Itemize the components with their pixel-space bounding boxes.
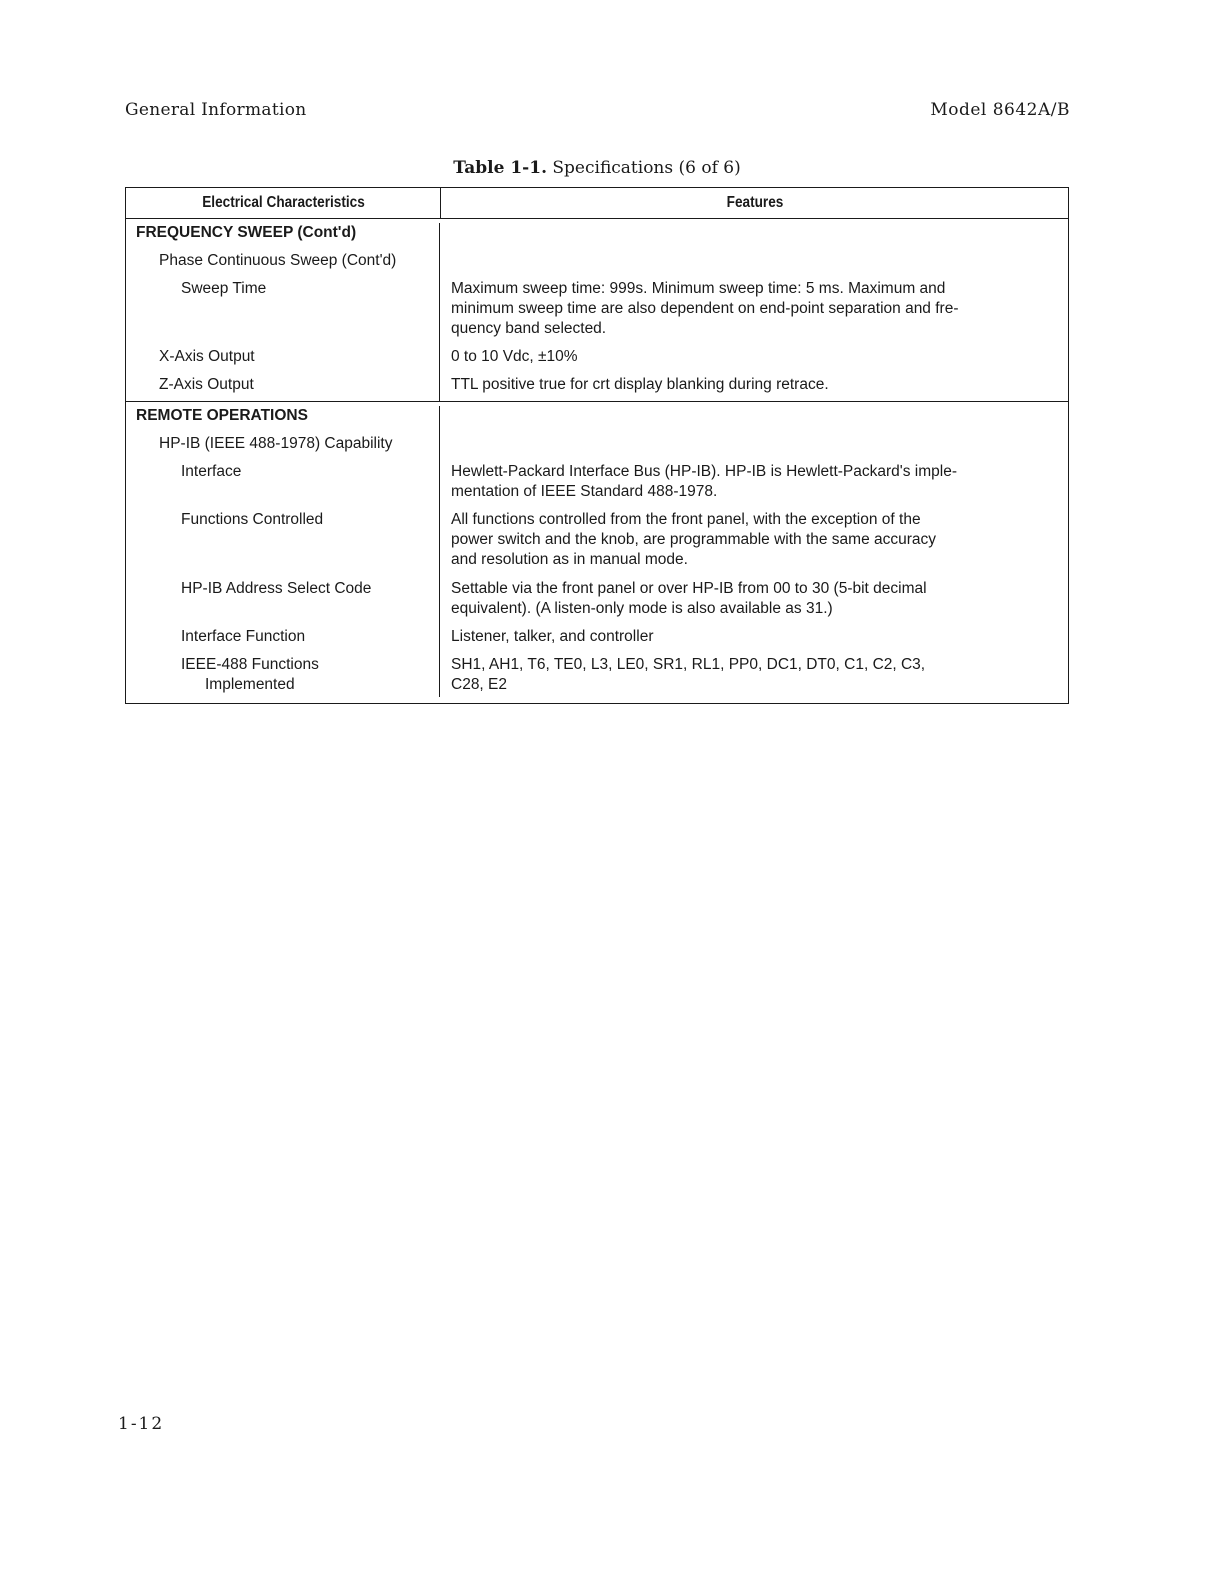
row-label: IEEE-488 Functions Implemented xyxy=(126,655,440,697)
column-header-characteristics: Electrical Characteristics xyxy=(149,188,417,219)
row-value: Settable via the front panel or over HP-IB from 00 to 30 (5-bit decimal equivalent). (A listen-only mode is also available as 31.) xyxy=(451,580,927,617)
table-row xyxy=(126,655,1068,703)
page-number: 1-12 xyxy=(118,1414,165,1434)
subheading: HP-IB (IEEE 488-1978) Capability xyxy=(126,434,440,462)
section-heading-row xyxy=(126,219,1068,251)
row-value: All functions controlled from the front panel, with the exception of the power switch and the knob, are programmable with the same accuracy and resolution as in manual mode. xyxy=(451,511,937,568)
row-value: Maximum sweep time: 999s. Minimum sweep time: 5 ms. Maximum and minimum sweep time are also dependent on end-point separation and fre- quency band selected. xyxy=(451,280,959,337)
row-value: Listener, talker, and controller xyxy=(451,628,654,645)
table-section-remote-operations xyxy=(126,402,1069,704)
table-row xyxy=(126,462,1068,510)
subheading: Phase Continuous Sweep (Cont'd) xyxy=(126,251,440,279)
table-section-frequency-sweep xyxy=(126,219,1069,402)
subheading-row xyxy=(126,251,1068,279)
row-label: Z-Axis Output xyxy=(126,375,440,401)
specifications-table xyxy=(125,187,1069,704)
row-label: X-Axis Output xyxy=(126,347,440,375)
table-row xyxy=(126,347,1068,375)
table-row xyxy=(126,579,1068,627)
row-label: Interface Function xyxy=(126,627,440,655)
row-value: SH1, AH1, T6, TE0, L3, LE0, SR1, RL1, PP0, DC1, DT0, C1, C2, C3, C28, E2 xyxy=(451,656,926,693)
page-header-model: Model 8642A/B xyxy=(930,100,1070,120)
column-header-features: Features xyxy=(488,188,1022,219)
page-header-section: General Information xyxy=(125,100,307,120)
subheading-row xyxy=(126,434,1068,462)
table-row xyxy=(126,510,1068,579)
section-heading: FREQUENCY SWEEP (Cont'd) xyxy=(126,223,440,251)
table-title-number: Table 1-1. xyxy=(453,158,547,178)
table-row xyxy=(126,627,1068,655)
row-label: Sweep Time xyxy=(126,279,440,347)
section-heading-row xyxy=(126,402,1068,434)
row-value: Hewlett-Packard Interface Bus (HP-IB). HP-IB is Hewlett-Packard's imple- mentation of IEEE Standard 488-1978. xyxy=(451,463,957,500)
row-value: TTL positive true for crt display blanking during retrace. xyxy=(451,376,829,393)
table-title xyxy=(125,158,1069,178)
table-row xyxy=(126,375,1068,401)
table-header-row xyxy=(126,188,1069,219)
row-value: 0 to 10 Vdc, ±10% xyxy=(451,348,578,365)
row-label: Interface xyxy=(126,462,440,510)
row-label: Functions Controlled xyxy=(126,510,440,579)
row-label: HP-IB Address Select Code xyxy=(126,579,440,627)
section-heading: REMOTE OPERATIONS xyxy=(126,406,440,434)
table-title-text: Specifications (6 of 6) xyxy=(552,158,741,178)
table-row xyxy=(126,279,1068,347)
